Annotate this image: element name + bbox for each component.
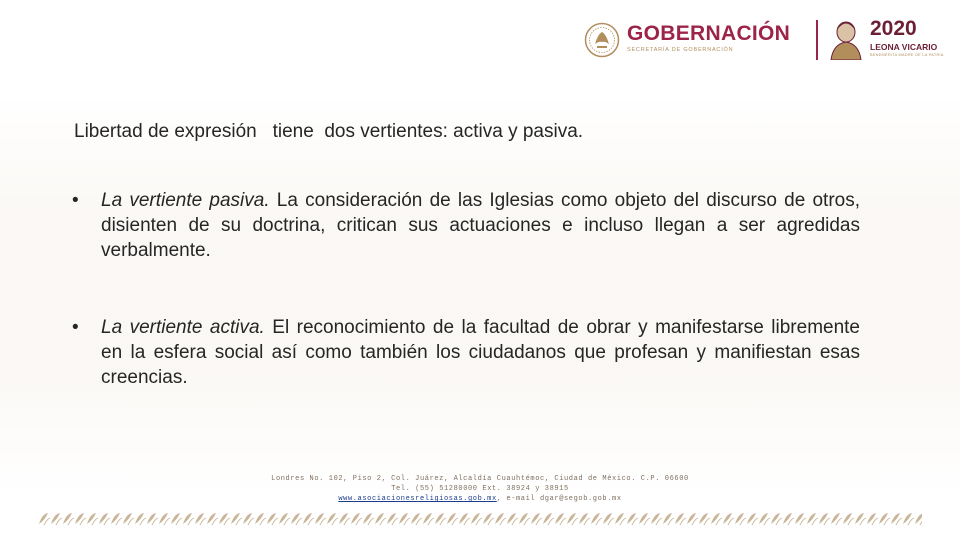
bullet-list <box>72 188 860 390</box>
decorative-border-band <box>38 512 922 526</box>
footer-contact <box>0 494 960 504</box>
website-link[interactable]: www.asociacionesreligiosas.gob.mx <box>338 495 497 503</box>
footer-address: Londres No. 102, Piso 2, Col. Juárez, Alcaldía Cuauhtémoc, Ciudad de México. C.P. 06600 <box>271 475 689 483</box>
list-item <box>72 188 860 263</box>
bullet-marker: • <box>72 317 79 338</box>
footer <box>0 474 960 504</box>
gobernacion-title: GOBERNACIÓN <box>627 22 791 45</box>
intro-heading: Libertad de expresión tiene dos vertientes: activa y pasiva. <box>74 121 584 142</box>
bullet-lead: La vertiente pasiva. <box>101 190 270 211</box>
footer-phone: Tel. (55) 51280000 Ext. 38924 y 38915 <box>391 485 569 493</box>
leona-vicario-subtitle: BENEMÉRITA MADRE DE LA PATRIA <box>870 53 944 57</box>
bullet-text: La consideración de las Iglesias como objeto del discurso de otros, disienten de su doctrina, critican sus actuaciones e incluso llegan a ser agredidas verbalmente. <box>101 190 860 261</box>
header-divider <box>816 20 818 60</box>
leona-vicario-title: LEONA VICARIO <box>870 42 938 52</box>
eagle-seal-icon <box>584 22 620 58</box>
year-2020: 2020 <box>870 17 917 40</box>
header <box>580 14 950 64</box>
list-item <box>72 315 860 390</box>
footer-email: , e-mail dgar@segob.gob.mx <box>496 495 622 503</box>
bullet-text: El reconocimiento de la facultad de obrar y manifestarse libremente en la esfera social así como también los ciudadanos que profesan y manifiestan esas creencias. <box>101 317 860 388</box>
leona-vicario-portrait-icon <box>827 18 865 60</box>
gobernacion-subtitle: SECRETARÍA DE GOBERNACIÓN <box>627 47 734 53</box>
bullet-lead: La vertiente activa. <box>101 317 265 338</box>
bullet-marker: • <box>72 190 79 211</box>
